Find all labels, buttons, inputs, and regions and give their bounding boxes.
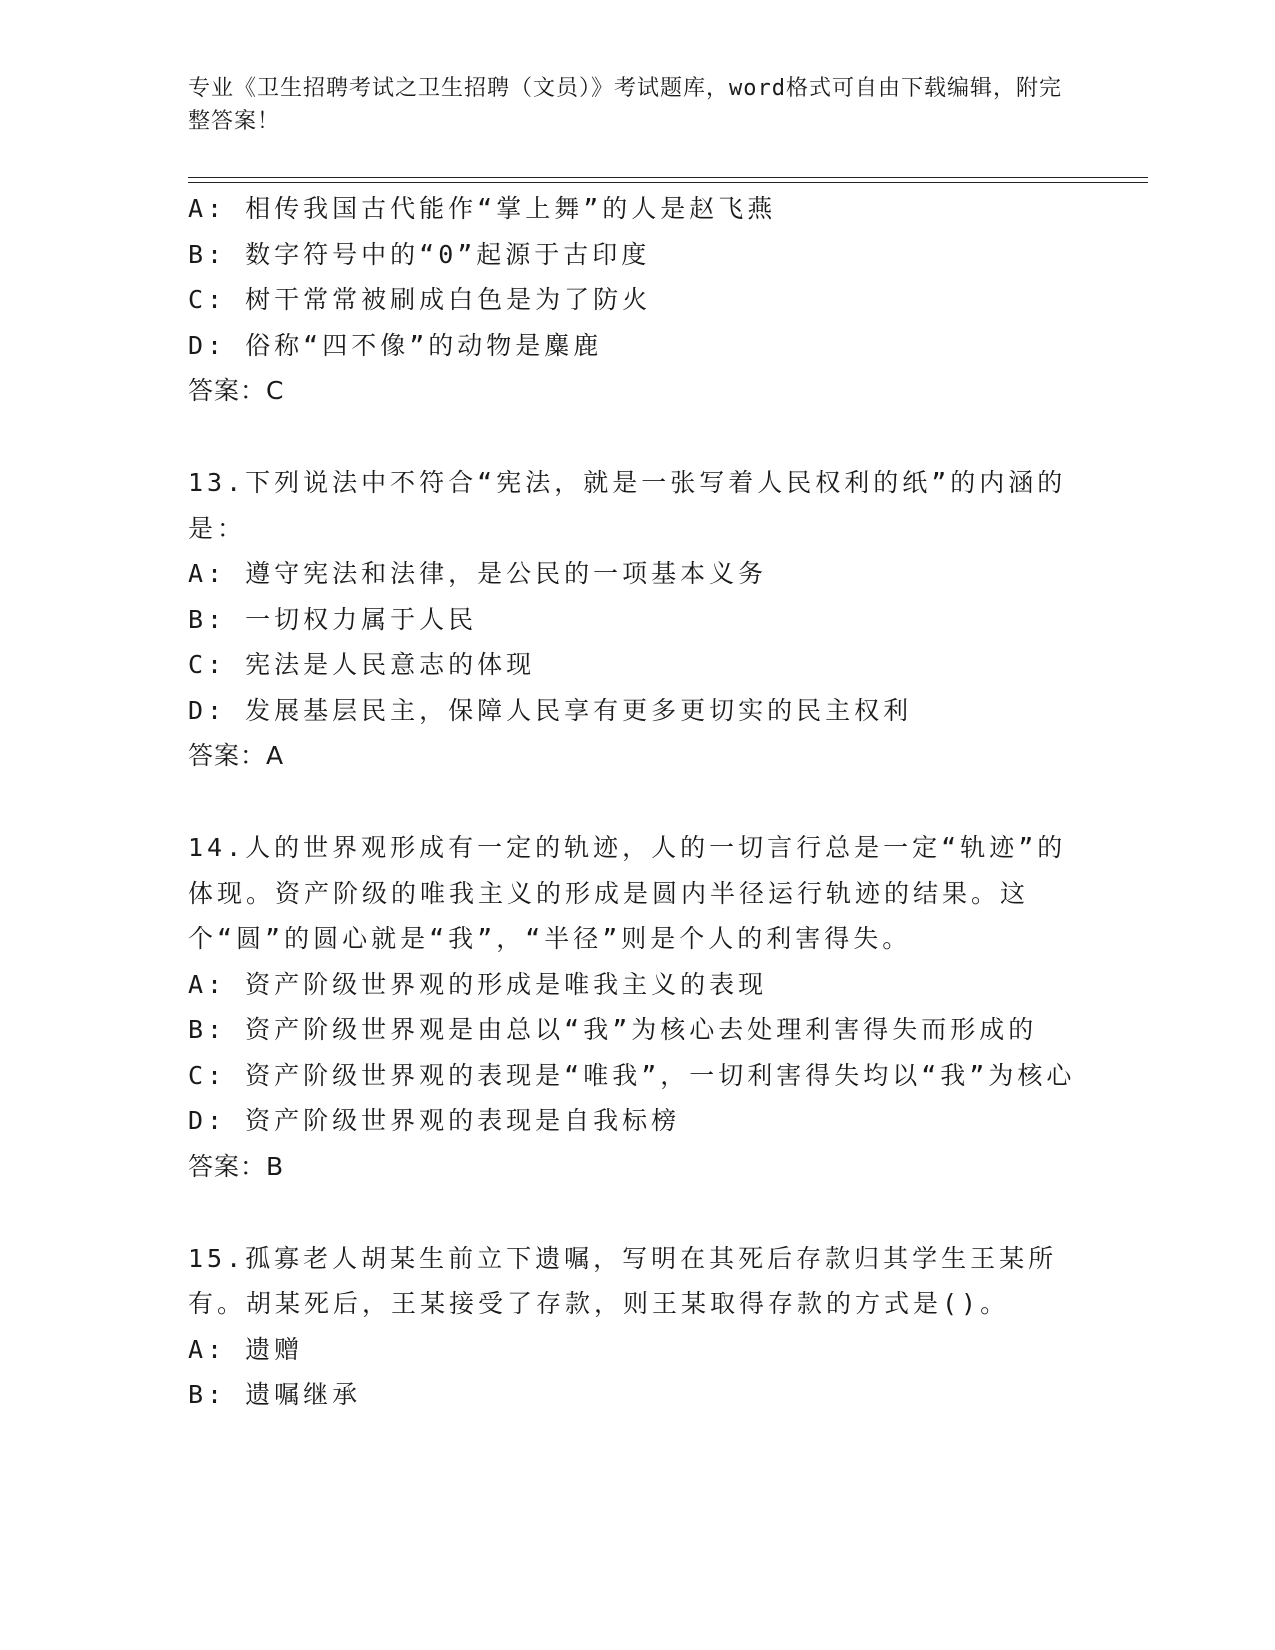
question-13 <box>188 460 1078 779</box>
option-a: A: 遵守宪法和法律，是公民的一项基本义务 <box>188 559 768 588</box>
spacer <box>188 414 1078 460</box>
option-b: B: 一切权力属于人民 <box>188 604 478 634</box>
question-stem: 13.下列说法中不符合“宪法，就是一张写着人民权利的纸”的内涵的是： <box>188 468 1067 543</box>
option-d: D: 俗称“四不像”的动物是麋鹿 <box>188 330 603 360</box>
option-d: D: 资产阶级世界观的表现是自我标榜 <box>188 1106 681 1135</box>
option-c: C: 宪法是人民意志的体现 <box>188 650 536 679</box>
question-12 <box>188 186 1078 414</box>
option-d: D: 发展基层民主，保障人民享有更多更切实的民主权利 <box>188 695 913 725</box>
answer-label: 答案：B <box>188 1151 285 1181</box>
spacer <box>188 779 1078 825</box>
option-c: C: 资产阶级世界观的表现是“唯我”，一切利害得失均以“我”为核心 <box>188 1060 1076 1090</box>
spacer <box>188 1190 1078 1236</box>
question-stem: 15.孤寡老人胡某生前立下遗嘱，写明在其死后存款归其学生王某所有。胡某死后，王某接受了存款，则王某取得存款的方式是()。 <box>188 1243 1058 1318</box>
answer-label: 答案：A <box>188 741 285 770</box>
option-b: B: 遗嘱继承 <box>188 1380 362 1409</box>
page-header: 专业《卫生招聘考试之卫生招聘（文员）》考试题库，word格式可自由下载编辑，附完整答案！ <box>188 76 1062 134</box>
option-a: A: 资产阶级世界观的形成是唯我主义的表现 <box>188 969 768 999</box>
question-15 <box>188 1236 1078 1418</box>
question-list <box>188 186 1078 1418</box>
option-c: C: 树干常常被刷成白色是为了防火 <box>188 285 652 314</box>
option-b: B: 数字符号中的“0”起源于古印度 <box>188 239 651 269</box>
option-b: B: 资产阶级世界观是由总以“我”为核心去处理利害得失而形成的 <box>188 1015 1038 1044</box>
answer-label: 答案：C <box>188 376 285 405</box>
option-a: A: 遗赠 <box>188 1334 304 1364</box>
question-14 <box>188 825 1078 1190</box>
question-stem: 14.人的世界观形成有一定的轨迹，人的一切言行总是一定“轨迹”的体现。资产阶级的唯我主义的形成是圆内半径运行轨迹的结果。这个“圆”的圆心就是“我”，“半径”则是个人的利害得失。 <box>188 833 1067 953</box>
header-divider <box>188 177 1148 183</box>
option-a: A: 相传我国古代能作“掌上舞”的人是赵飞燕 <box>188 194 777 223</box>
